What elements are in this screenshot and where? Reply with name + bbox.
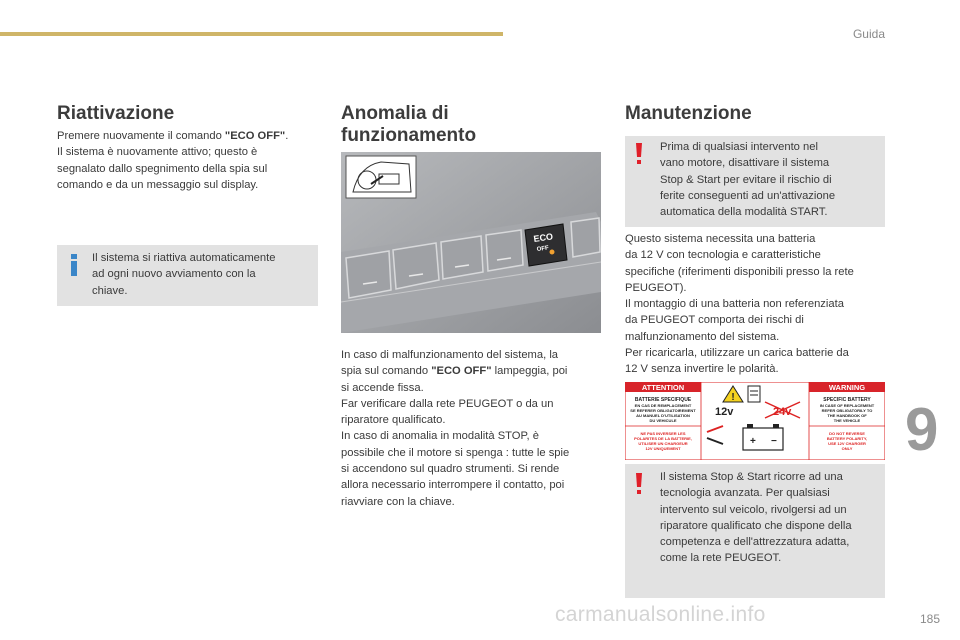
riattivazione-paragraph: Premere nuovamente il comando "ECO OFF". Il sistema è nuovamente attivo; questo è segnalato dallo spegnimento della spia sul comando e da un messaggio sul display. [57,130,289,191]
chapter-number: 9 [905,396,939,463]
battery-warning-label [625,382,885,460]
off-label: OFF [536,245,550,253]
watermark: carmanualsonline.info [555,603,766,626]
label-en-red-4: ONLY [841,446,853,451]
manutenzione-paragraph: Questo sistema necessita una batteria da 12 V con tecnologia e caratteristiche specifiche (riferimenti disponibili presso la rete PEUGEOT). Il montaggio di una batteria non referenziata da PEUGEOT comporta dei rischi di malfunzionamento del sistema. Per ricaricarla, utilizzare un carica batterie da 12 V senza invertire le polarità. [625,233,854,376]
label-manual-icon [748,386,760,402]
label-en-3: REFER OBLIGATORILY TO [821,408,873,413]
label-en-2: IN CASE OF REPLACEMENT [819,403,875,408]
section-label: Guida [852,27,885,41]
warning-exclamation-icon [635,143,643,165]
label-en-red-2: BATTERY POLARITY, [826,436,868,441]
anomalia-title: Anomalia di funzionamento [341,103,477,146]
svg-text:+: + [750,436,756,447]
info-icon [70,254,78,276]
anomalia-paragraph: In caso di malfunzionamento del sistema, la spia sul comando "ECO OFF" lampeggia, poi si accende fissa. Far verificare dalla rete PEUGEOT o da un riparatore qualificato. In caso di anomalia in modalità STOP, è possibile che il motore si spenga : tutte le spie si accendono sul quadro strumenti. Si rende allora necessario interrompere il contatto, poi riavviare con la chiave. [341,349,570,508]
label-warning: WARNING [828,383,866,392]
top-accent-bar [0,32,503,36]
label-en-red-1: DO NOT REVERSE [829,431,865,436]
label-fr-5: DU VEHICULE [649,418,677,423]
label-fr-red-4: 12V UNIQUEMENT [645,446,681,451]
label-fr-red-1: NE PAS INVERSER LES [640,431,686,436]
warning-box-2-text: Il sistema Stop & Start ricorre ad una tecnologia avanzata. Per qualsiasi intervento sul veicolo, rivolgersi ad un riparatore qualificato che dispone della competenza e dell'attrezzatura adatta, come la rete PEUGEOT. [660,471,852,565]
label-en-red-3: USE 12V CHARGER [828,441,866,446]
eco-off-warning-light-icon [550,250,555,255]
riattivazione-title: Riattivazione [57,103,175,124]
label-fr-red-3: UTILISER UN CHARGEUR [638,441,688,446]
page-number: 185 [919,612,940,626]
label-fr-1: BATTERIE SPECIFIQUE [634,397,692,403]
label-fr-4: AU MANUEL D'UTILISATION [636,413,690,418]
label-attention: ATTENTION [641,383,685,392]
label-fr-2: EN CAS DE REMPLACEMENT [634,403,692,408]
svg-text:−: − [771,436,777,447]
label-en-1: SPECIFIC BATTERY [823,397,871,403]
label-en-4: THE HANDBOOK OF [827,413,867,418]
warning-box-1-text: Prima di qualsiasi intervento nel vano motore, disattivare il sistema Stop & Start per evitare il rischio di ferite conseguenti ad un'attivazione automatica della modalità START. [660,141,836,219]
eco-label: ECO [532,231,554,244]
info-box-text: Il sistema si riattiva automaticamente ad ogni nuovo avviamento con la chiave. [92,252,276,297]
label-battery-icon [743,428,783,450]
warning-exclamation-icon-2 [635,473,643,495]
svg-text:!: ! [731,392,735,403]
label-fr-red-2: POLARITES DE LA BATTERIE, [634,436,692,441]
label-24v: 24v [773,406,792,418]
label-12v: 12v [715,406,734,418]
eco-off-button-photo [341,152,601,333]
manutenzione-title: Manutenzione [625,103,752,124]
label-fr-3: SE REFERER OBLIGATOIREMENT [630,408,696,413]
label-en-5: THE VEHICLE [833,418,861,423]
dashboard-illustration [341,152,601,333]
